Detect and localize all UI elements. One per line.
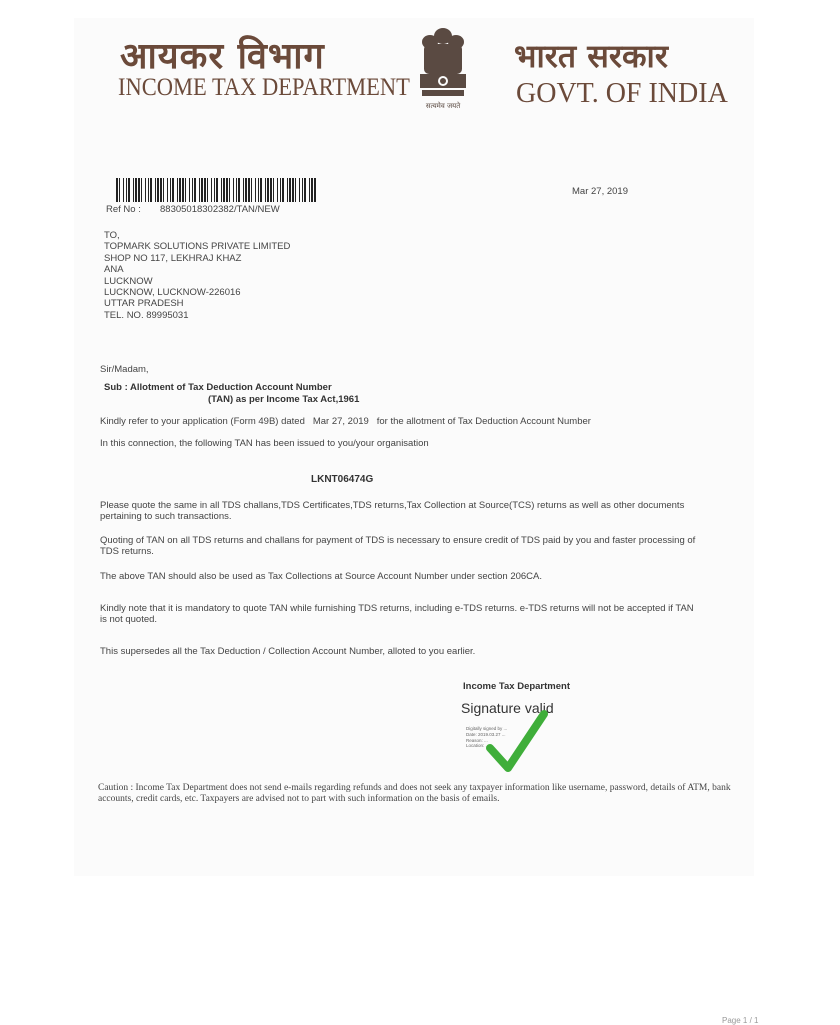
subject-line-1: Sub : Allotment of Tax Deduction Account Number (104, 382, 332, 393)
to-label: TO, (104, 230, 120, 241)
address-line: TEL. NO. 89995031 (104, 309, 189, 321)
barcode-bar (238, 178, 240, 202)
barcode-bar (226, 178, 228, 202)
barcode-bar (258, 178, 259, 202)
signature-status: Signature valid (461, 700, 554, 716)
barcode-bar (135, 178, 137, 202)
barcode-bar (292, 178, 294, 202)
barcode-bar (267, 178, 269, 202)
address-line: LUCKNOW, LUCKNOW-226016 (104, 287, 241, 299)
ref-number: 88305018302382/TAN/NEW (160, 204, 280, 215)
barcode-bar (282, 178, 284, 202)
paragraph-mandatory: Kindly note that it is mandatory to quote TAN while furnishing TDS returns, including e-TDS returns. e-TDS returns will not be accepted if TAN is not quoted. (100, 603, 694, 625)
barcode-bar (163, 178, 164, 202)
paragraph-credit: Quoting of TAN on all TDS returns and challans for payment of TDS is necessary to ensure credit of TDS paid by you and faster processing of TDS returns. (100, 535, 696, 557)
barcode-bar (314, 178, 316, 202)
barcode-bar (170, 178, 171, 202)
govt-title-english: GOVT. OF INDIA (516, 78, 728, 109)
caution-note: Caution : Income Tax Department does not send e-mails regarding refunds and does not seek any taxpayer information like username, password, details of ATM, bank accounts, credit cards, etc. Taxpayers are advised not to part with such information on the basis of emails. (98, 783, 731, 804)
barcode-bar (248, 178, 250, 202)
signature-detail-line: Digitally signed by ... (466, 726, 508, 731)
national-emblem-icon (412, 24, 474, 116)
barcode-bar (255, 178, 256, 202)
recipient-address (104, 230, 290, 321)
barcode-bar (304, 178, 306, 202)
barcode-bar (299, 178, 300, 202)
barcode-bar (223, 178, 225, 202)
paragraph-issued: In this connection, the following TAN has been issued to you/your organisation (100, 438, 429, 449)
barcode-bar (311, 178, 313, 202)
letter-date: Mar 27, 2019 (572, 186, 628, 197)
para1-text-a: Kindly refer to your application (Form 49B) dated (100, 416, 305, 427)
barcode-bar (273, 178, 274, 202)
para1-text-b: for the allotment of Tax Deduction Account Number (376, 416, 591, 427)
signature-detail-line: Reason: ... (466, 737, 488, 743)
address-line: UTTAR PRADESH (104, 298, 184, 310)
barcode-bar (157, 178, 159, 202)
salutation: Sir/Madam, (100, 364, 149, 375)
barcode-bar (289, 178, 291, 202)
barcode-bar (229, 178, 230, 202)
barcode-bar (245, 178, 247, 202)
paragraph-application (100, 416, 700, 427)
barcode-bar (265, 178, 266, 202)
paragraph-supersedes: This supersedes all the Tax Deduction / Collection Account Number, alloted to you earlier. (100, 646, 476, 657)
barcode-bar (126, 178, 127, 202)
address-line: SHOP NO 117, LEKHRAJ KHAZ (104, 252, 242, 264)
barcode-bar (201, 178, 203, 202)
barcode-bar (295, 178, 296, 202)
barcode-bar (155, 178, 156, 202)
barcode-bar (145, 178, 146, 202)
barcode-bar (211, 178, 212, 202)
checkmark-icon (486, 708, 548, 774)
barcode-bar (214, 178, 215, 202)
barcode-bar (277, 178, 278, 202)
barcode-bar (123, 178, 124, 202)
barcode-bar (150, 178, 152, 202)
barcode-bar (221, 178, 222, 202)
address-line: TOPMARK SOLUTIONS PRIVATE LIMITED (104, 241, 291, 253)
barcode-bar (167, 178, 168, 202)
barcode-bar (133, 178, 134, 202)
barcode-bar (148, 178, 149, 202)
barcode-bar (251, 178, 252, 202)
barcode-bar (160, 178, 162, 202)
barcode-bar (116, 178, 118, 202)
barcode-bar (233, 178, 234, 202)
barcode-bar (189, 178, 190, 202)
barcode-bar (199, 178, 200, 202)
barcode-bar (119, 178, 120, 202)
barcode-bar (280, 178, 281, 202)
para1-date: Mar 27, 2019 (312, 416, 369, 427)
barcode-bar (179, 178, 181, 202)
barcode-bar (287, 178, 288, 202)
page-number: Page 1 / 1 (722, 1016, 759, 1025)
address-line: LUCKNOW (104, 275, 153, 287)
tan-number: LKNT06474G (311, 474, 374, 485)
signature-detail-line: Location: ... (466, 743, 490, 749)
emblem-motto: सत्यमेव जयते (425, 102, 461, 110)
barcode-bar (141, 178, 142, 202)
barcode-bar (309, 178, 310, 202)
signatory: Income Tax Department (463, 681, 570, 692)
subject-line-2: (TAN) as per Income Tax Act,1961 (208, 394, 360, 405)
paragraph-quote: Please quote the same in all TDS challans,TDS Certificates,TDS returns,Tax Collection at Source(TCS) returns as well as other documents pertaining to such transactions. (100, 500, 685, 522)
paragraph-section: The above TAN should also be used as Tax Collections at Source Account Number under section 206CA. (100, 571, 543, 582)
barcode-bar (260, 178, 262, 202)
barcode-bar (192, 178, 193, 202)
barcode-bar (138, 178, 140, 202)
dept-title-english: INCOME TAX DEPARTMENT (118, 74, 410, 101)
barcode-bar (194, 178, 196, 202)
barcode-bar (177, 178, 178, 202)
barcode-bar (236, 178, 237, 202)
barcode (116, 178, 316, 202)
barcode-bar (182, 178, 184, 202)
barcode-bar (216, 178, 218, 202)
dept-title-hindi: आयकर विभाग (120, 36, 325, 77)
barcode-bar (172, 178, 174, 202)
govt-title-hindi: भारत सरकार (514, 37, 668, 75)
barcode-bar (185, 178, 186, 202)
barcode-bar (302, 178, 303, 202)
address-line: ANA (104, 264, 124, 276)
barcode-bar (243, 178, 244, 202)
barcode-bar (270, 178, 272, 202)
barcode-bar (204, 178, 206, 202)
barcode-bar (207, 178, 208, 202)
signature-detail-line: Date: 2019.03.27 ... (466, 731, 506, 737)
barcode-bar (128, 178, 130, 202)
ref-label: Ref No : (106, 204, 141, 215)
